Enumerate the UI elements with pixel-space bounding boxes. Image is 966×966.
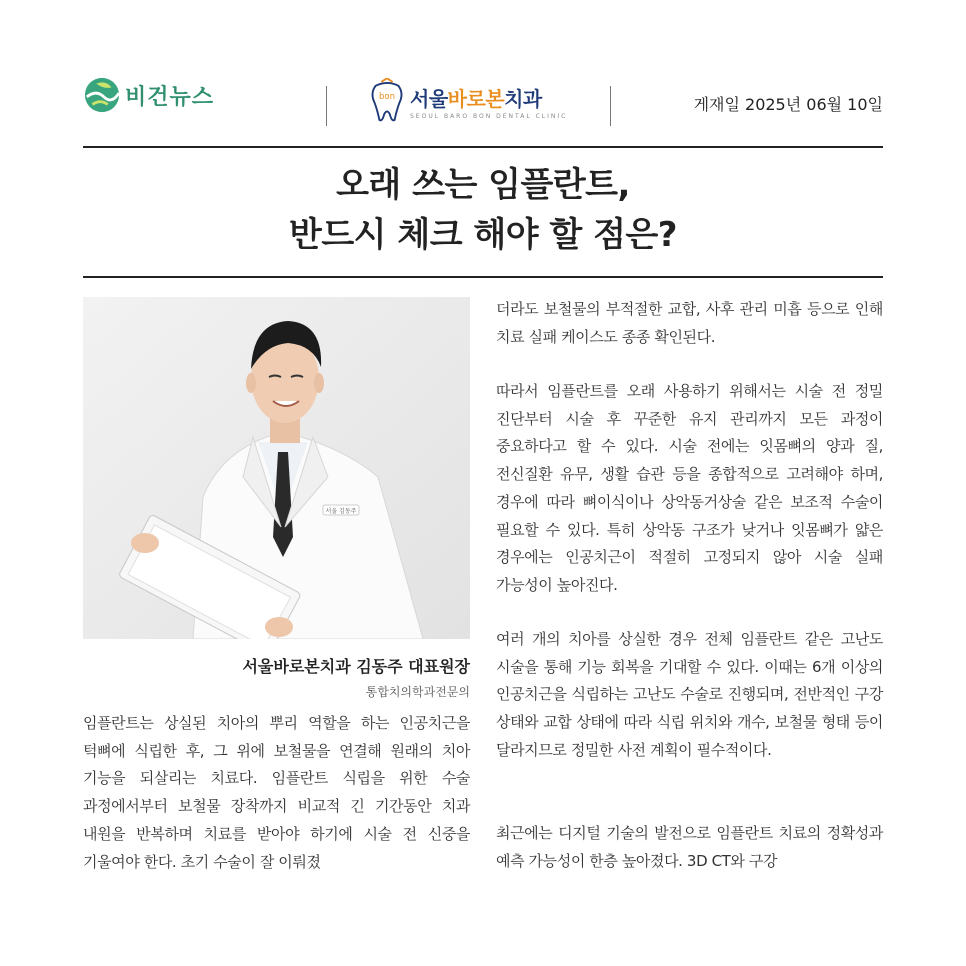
photo-caption-name: 서울바로본치과 김동주 대표원장: [242, 657, 470, 676]
clinic-logo[interactable]: [368, 78, 567, 124]
leaf-globe-icon: [83, 76, 121, 114]
bottom-rule: [83, 276, 883, 278]
body-paragraph-3: 따라서 임플란트를 오래 사용하기 위해서는 시술 전 정밀 진단부터 시술 후 꾸준한 유지 관리까지 모든 과정이 중요하다고 할 수 있다. 시술 전에는 잇몸뼈의 양과 질, 전신질환 유무, 생활 습관 등을 종합적으로 고려해야 하며, 경우에 따라 뼈이식이나 상악동거상술 같은 보조적 수술이 필요할 수 있다. 특히 상악동 구조가 낮거나 잇몸뼈가 얇은 경우에는 인공치근이 적절히 고정되지 않아 시술 실패 가능성이 높아진다.: [496, 382, 883, 594]
tooth-icon: [368, 78, 406, 124]
headline-line-2: 반드시 체크 해야 할 점은?: [288, 215, 677, 255]
coat-name-badge: 서울 김동주: [325, 508, 357, 515]
clinic-badge-text: bon: [378, 92, 396, 103]
vegan-news-wordmark: 비건뉴스: [125, 84, 215, 110]
clinic-english-name: SEOUL BARO BON DENTAL CLINIC: [410, 112, 568, 120]
headline-line-1: 오래 쓰는 임플란트,: [336, 165, 630, 205]
header-divider: [326, 86, 327, 126]
body-paragraph-1: 임플란트는 상실된 치아의 뿌리 역할을 하는 인공치근을 턱뼈에 식립한 후, 그 위에 보철물을 연결해 원래의 치아 기능을 되살리는 치료다. 임플란트 식립을 위한 수술 과정에서부터 보철물 장착까지 비교적 긴 기간동안 치과 내원을 반복하며 치료를 받아야 하기에 시술 전 신중을 기울여야 한다. 초기 수술이 잘 이뤄졌: [83, 714, 470, 871]
doctor-illustration: [83, 297, 470, 639]
publish-date: 게재일 2025년 06월 10일: [693, 95, 883, 114]
clinic-wordmark: 서울바로본치과: [410, 86, 542, 111]
body-paragraph-5: 최근에는 디지털 기술의 발전으로 임플란트 치료의 정확성과 예측 가능성이 한층 높아졌다. 3D CT와 구강: [496, 824, 883, 870]
header-divider: [610, 86, 611, 126]
headline: [83, 160, 883, 260]
body-paragraph-2: 더라도 보철물의 부적절한 교합, 사후 관리 미흡 등으로 인해 치료 실패 케이스도 종종 확인된다.: [496, 300, 883, 346]
top-rule: [83, 146, 883, 148]
photo-caption-title: 통합치의학과전문의: [365, 685, 470, 699]
masthead: [83, 72, 883, 132]
vegan-news-logo[interactable]: [83, 76, 214, 114]
body-paragraph-4: 여러 개의 치아를 상실한 경우 전체 임플란트 같은 고난도 시술을 통해 기능 회복을 기대할 수 있다. 이때는 6개 이상의 인공치근을 식립하는 고난도 수술로 진행되며, 전반적인 구강 상태와 교합 상태에 따라 식립 위치와 개수, 보철물 형태 등이 달라지므로 정밀한 사전 계획이 필수적이다.: [496, 630, 883, 759]
doctor-portrait: [83, 297, 470, 639]
